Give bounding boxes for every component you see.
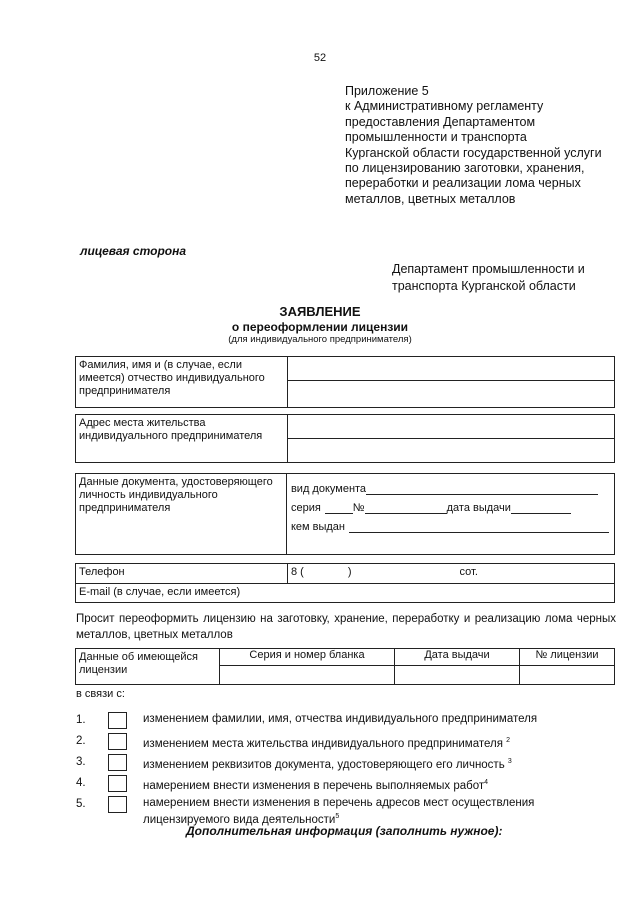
- appendix-line: промышленности и транспорта: [345, 130, 527, 145]
- reason-checkbox[interactable]: [108, 754, 127, 771]
- request-text: Просит переоформить лицензию на заготовку, хранение, переработку и реализацию лома черных металлов, цветных металлов: [76, 613, 616, 641]
- license-header-number: № лицензии: [520, 649, 615, 666]
- license-date-cell[interactable]: [395, 666, 520, 685]
- appendix-line: предоставления Департаментом: [345, 114, 536, 129]
- addressee: [392, 261, 585, 295]
- reason-number: 3.: [76, 756, 86, 768]
- email-field[interactable]: [288, 583, 615, 603]
- reason-text: изменением реквизитов документа, удостоверяющего его личность $^3$: [143, 758, 512, 771]
- contacts-table: [75, 563, 615, 603]
- reason-checkbox[interactable]: [108, 796, 127, 813]
- reason-number: 1.: [76, 714, 86, 726]
- reason-item: [76, 796, 616, 824]
- license-table: [75, 648, 615, 685]
- reason-text: намерением внести изменения в перечень адресов мест осуществления лицензируемого вида деятельности$^5$: [143, 797, 535, 826]
- document-note: (для индивидуального предпринимателя): [228, 334, 412, 345]
- reason-text: намерением внести изменения в перечень выполняемых работ$^4$: [143, 779, 489, 792]
- footnote-mark: 5: [335, 813, 340, 820]
- address-field[interactable]: [288, 415, 615, 463]
- appendix-line: Приложение 5: [345, 84, 429, 98]
- issued-by-row: [291, 514, 609, 533]
- number-label: №: [352, 502, 365, 514]
- appendix-line: переработки и реализации лома черных: [345, 176, 581, 191]
- series-label: серия: [290, 502, 321, 514]
- additional-info-heading: Дополнительная информация (заполнить нужное):: [186, 824, 503, 838]
- fio-table: [75, 356, 615, 408]
- reason-text: изменением фамилии, имя, отчества индивидуального предпринимателя: [143, 713, 538, 725]
- reason-checkbox[interactable]: [108, 775, 127, 792]
- document-fields: [286, 474, 614, 555]
- mobile-label: сот.: [459, 566, 478, 578]
- reason-item: [76, 754, 616, 774]
- issue-date-label: дата выдачи: [446, 502, 511, 514]
- footnote-mark: 3: [507, 758, 512, 765]
- issue-date-input[interactable]: [511, 501, 571, 514]
- fio-line[interactable]: [288, 357, 614, 381]
- doc-type-label: вид документа: [290, 483, 367, 495]
- license-series-cell[interactable]: [220, 666, 395, 685]
- number-input[interactable]: [365, 501, 447, 514]
- reason-item: [76, 712, 616, 732]
- email-label: E-mail (в случае, если имеется): [76, 583, 288, 603]
- page-number: 52: [313, 52, 327, 64]
- appendix-line: к Административному регламенту: [345, 99, 544, 114]
- document-table: [75, 473, 615, 555]
- reason-number: 5.: [76, 798, 86, 810]
- reason-number: 4.: [76, 777, 86, 789]
- side-label: лицевая сторона: [80, 244, 187, 258]
- address-label: Адрес места жительства индивидуального предпринимателя: [76, 415, 288, 463]
- address-line[interactable]: [288, 439, 614, 462]
- reason-number: 2.: [76, 735, 86, 747]
- in-connection-label: в связи с:: [76, 688, 125, 700]
- addressee-line: Департамент промышленности и: [392, 262, 585, 276]
- document-title: ЗАЯВЛЕНИЕ: [279, 304, 361, 319]
- document-subtitle: о переоформлении лицензии: [231, 320, 409, 334]
- doc-type-input[interactable]: [366, 482, 598, 495]
- addressee-line: транспорта Курганской области: [392, 279, 576, 293]
- license-header-series: Серия и номер бланка: [220, 649, 395, 666]
- appendix-line: металлов, цветных металлов: [345, 191, 516, 206]
- footnote-mark: 2: [506, 737, 511, 744]
- license-number-cell[interactable]: [520, 666, 615, 685]
- reason-checkbox[interactable]: [108, 712, 127, 729]
- appendix-line: по лицензированию заготовки, хранения,: [345, 161, 585, 176]
- reason-item: [76, 775, 616, 795]
- phone-suffix: ): [347, 566, 352, 578]
- license-header-date: Дата выдачи: [395, 649, 520, 666]
- address-table: [75, 414, 615, 463]
- document-label: Данные документа, удостоверяющего личность индивидуального предпринимателя: [76, 474, 287, 555]
- issued-by-input[interactable]: [349, 520, 609, 533]
- phone-prefix: 8 (: [291, 566, 304, 578]
- series-input[interactable]: [325, 501, 353, 514]
- appendix-header: [345, 84, 635, 207]
- fio-label: Фамилия, имя и (в случае, если имеется) отчество индивидуального предпринимателя: [76, 357, 288, 408]
- phone-label: Телефон: [76, 564, 288, 584]
- series-row: [291, 495, 609, 514]
- footnote-mark: 4: [484, 779, 489, 786]
- fio-field[interactable]: [288, 357, 615, 408]
- address-line[interactable]: [288, 415, 614, 439]
- license-row-label: Данные об имеющейся лицензии: [76, 649, 220, 685]
- issued-by-label: кем выдан: [290, 521, 345, 533]
- phone-field[interactable]: [288, 564, 615, 584]
- doc-type-row: [291, 476, 609, 495]
- reason-checkbox[interactable]: [108, 733, 127, 750]
- reason-text: изменением места жительства индивидуального предпринимателя $^2$: [143, 737, 511, 750]
- appendix-line: Курганской области государственной услуги: [345, 145, 602, 160]
- reason-item: [76, 733, 616, 753]
- fio-line[interactable]: [288, 381, 614, 407]
